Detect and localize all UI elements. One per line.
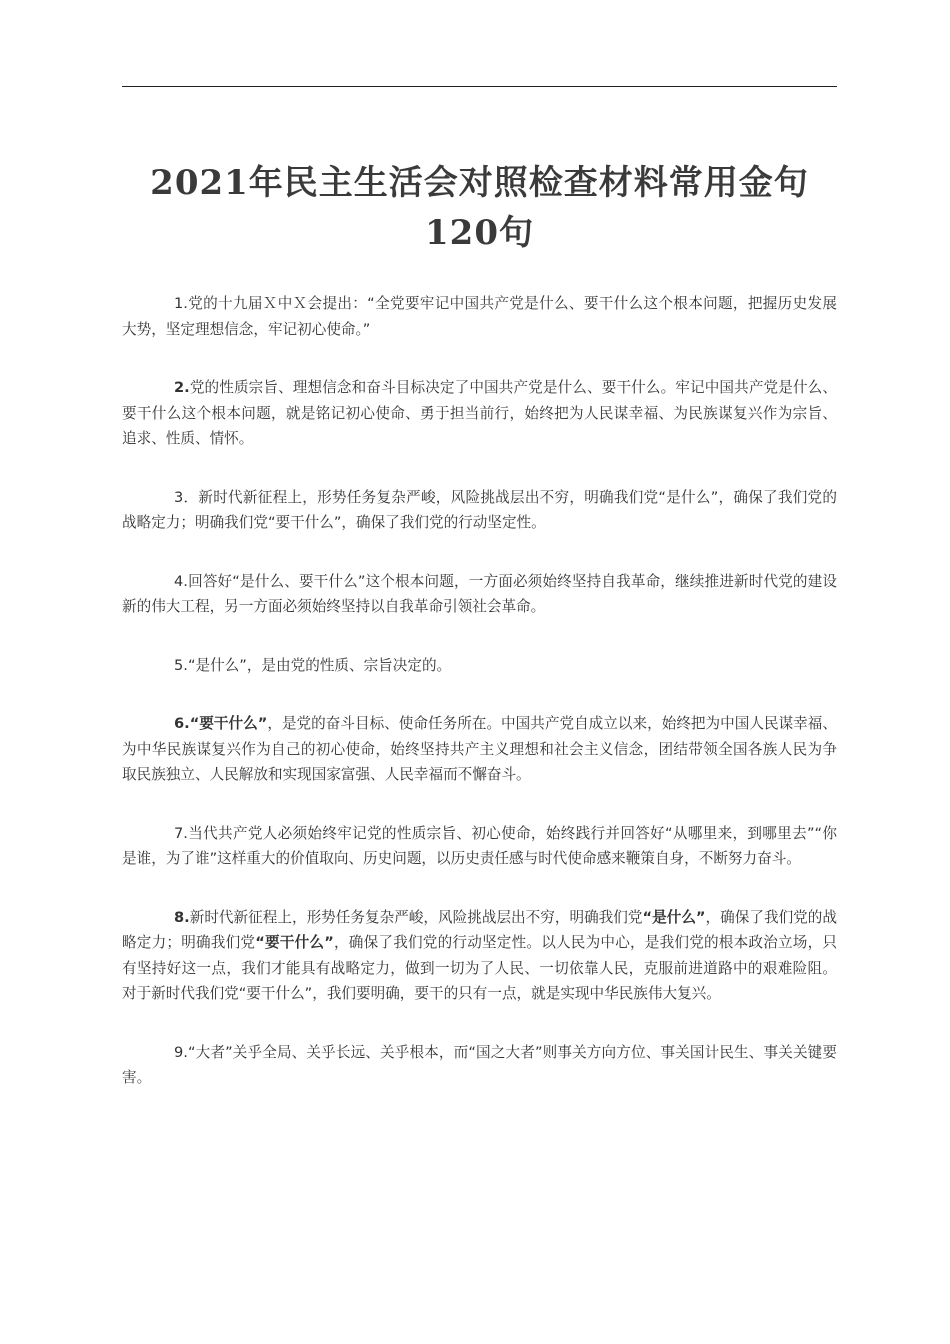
title-line-2: 120句 xyxy=(425,213,534,253)
paragraph-text-a: 新时代新征程上，形势任务复杂严峻，风险挑战层出不穷，明确我们党 xyxy=(189,908,643,926)
title-line-1: 2021年民主生活会对照检查材料常用金句 xyxy=(150,163,809,203)
paragraph-7 xyxy=(122,821,837,872)
paragraph-number: 5. xyxy=(174,656,188,674)
paragraph-text: 当代共产党人必须始终牢记党的性质宗旨、初心使命，始终践行并回答好“从哪里来，到哪里去”“你是谁，为了谁”这样重大的价值取向、历史问题，以历史责任感与时代使命感来鞭策自身，不断努力奋斗。 xyxy=(122,824,837,867)
header-rule xyxy=(122,86,837,87)
paragraph-text-c: ，确保了我们党的行动坚定性。以人民为中心，是我们党的根本政治立场，只有坚持好这一点，我们才能具有战略定力，做到一切为了人民、一切依靠人民，克服前进道路中的艰难险阻。对于新时代我们党“要干什么”，我们要明确，要干的只有一点，就是实现中华民族伟大复兴。 xyxy=(122,934,837,1002)
paragraph-9 xyxy=(122,1040,837,1091)
paragraph-quote-b: “要干什么” xyxy=(255,934,334,951)
paragraph-1 xyxy=(122,291,837,342)
paragraph-text: 党的性质宗旨、理想信念和奋斗目标决定了中国共产党是什么、要干什么。牢记中国共产党是什么、要干什么这个根本问题，就是铭记初心使命、勇于担当前行，始终把为人民谋幸福、为民族谋复兴作为宗旨、追求、性质、情怀。 xyxy=(122,379,837,447)
paragraph-6 xyxy=(122,711,837,788)
paragraph-number: 3． xyxy=(174,488,199,506)
paragraph-number: 2. xyxy=(174,379,190,396)
paragraph-text: 回答好“是什么、要干什么”这个根本问题，一方面必须始终坚持自我革命，继续推进新时代党的建设新的伟大工程，另一方面必须始终坚持以自我革命引领社会革命。 xyxy=(122,572,837,615)
paragraph-text: “大者”关乎全局、关乎长远、关乎根本，而“国之大者”则事关方向方位、事关国计民生、事关关键要害。 xyxy=(122,1043,837,1086)
paragraph-8 xyxy=(122,905,837,1007)
paragraph-5 xyxy=(122,653,837,679)
page-title xyxy=(122,158,837,258)
paragraph-number: 8. xyxy=(174,908,190,926)
paragraph-quote-a: “是什么” xyxy=(642,908,706,926)
paragraph-number: 9. xyxy=(174,1043,188,1061)
paragraph-4 xyxy=(122,569,837,620)
paragraph-text-b: ，确保了我们党的战略定力；明确我们党 xyxy=(122,908,837,951)
paragraph-number: 7. xyxy=(174,824,188,842)
paragraph-text: “是什么”，是由党的性质、宗旨决定的。 xyxy=(187,656,452,674)
paragraph-number: 4. xyxy=(174,572,188,590)
paragraph-2 xyxy=(122,375,837,452)
document-body xyxy=(122,291,837,1124)
paragraph-text: 新时代新征程上，形势任务复杂严峻，风险挑战层出不穷，明确我们党“是什么”，确保了我们党的战略定力；明确我们党“要干什么”，确保了我们党的行动坚定性。 xyxy=(122,488,837,531)
paragraph-number: 1. xyxy=(174,295,188,312)
paragraph-number: 6. xyxy=(174,715,190,732)
paragraph-quote: “要干什么” xyxy=(189,715,268,732)
paragraph-text: ，是党的奋斗目标、使命任务所在。中国共产党自成立以来，始终把为中国人民谋幸福、为中华民族谋复兴作为自己的初心使命，始终坚持共产主义理想和社会主义信念，团结带领全国各族人民为争取民族独立、人民解放和实现国家富强、人民幸福而不懈奋斗。 xyxy=(122,715,837,783)
paragraph-3 xyxy=(122,485,837,536)
paragraph-text: 党的十九届Ｘ中Ｘ会提出：“全党要牢记中国共产党是什么、要干什么这个根本问题，把握历史发展大势，坚定理想信念，牢记初心使命。” xyxy=(122,295,837,338)
